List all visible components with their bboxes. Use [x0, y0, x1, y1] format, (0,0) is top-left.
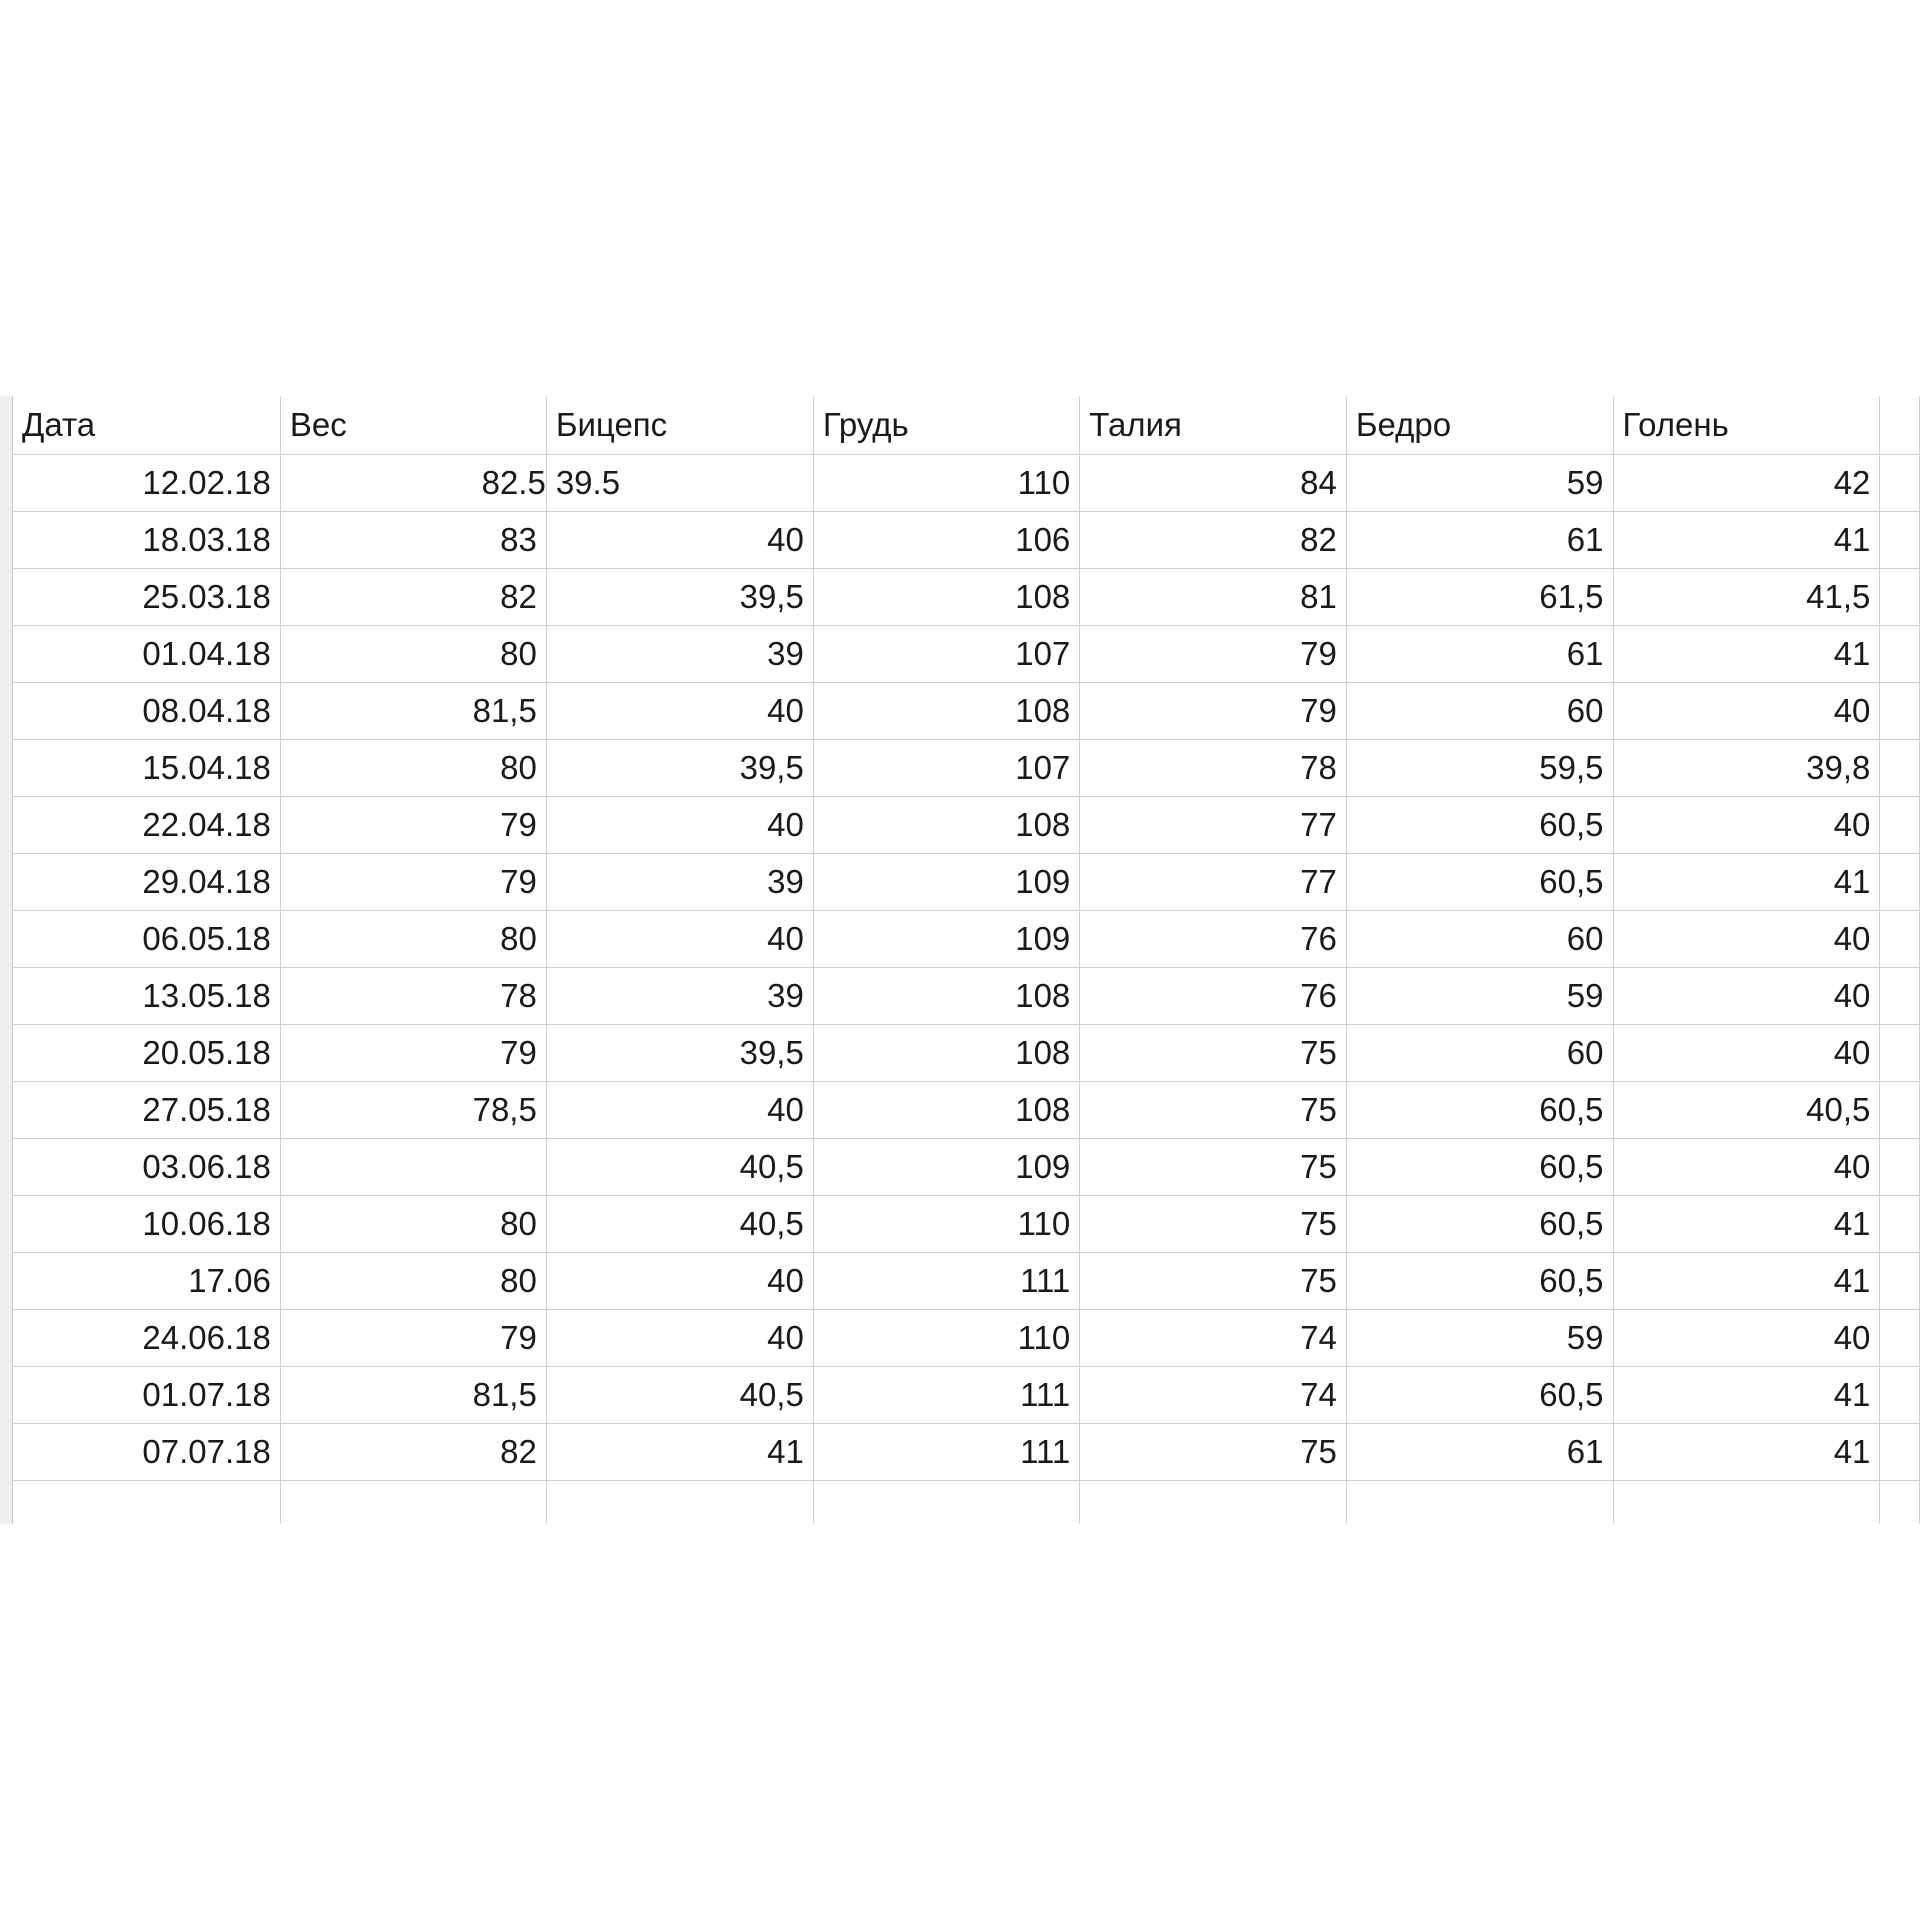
- table-cell[interactable]: 108: [813, 797, 1079, 854]
- table-row: [13, 968, 1920, 1025]
- table-cell[interactable]: 40: [1613, 1310, 1880, 1367]
- table-row: [13, 1139, 1920, 1196]
- table-cell[interactable]: 06.05.18: [13, 911, 280, 968]
- empty-cell[interactable]: [1880, 1082, 1920, 1139]
- table-cell[interactable]: 111: [813, 1253, 1079, 1310]
- table-cell[interactable]: 80: [280, 1253, 546, 1310]
- table-cell[interactable]: 10.06.18: [13, 1196, 280, 1253]
- table-cell[interactable]: 40,5: [1613, 1082, 1880, 1139]
- table-cell[interactable]: 74: [1080, 1310, 1347, 1367]
- table-cell[interactable]: 40: [546, 512, 813, 569]
- table-cell[interactable]: 76: [1080, 968, 1347, 1025]
- table-cell[interactable]: 82: [1080, 512, 1347, 569]
- empty-cell[interactable]: [1880, 911, 1920, 968]
- table-cell[interactable]: 39,5: [546, 740, 813, 797]
- table-cell[interactable]: 74: [1080, 1367, 1347, 1424]
- table-cell[interactable]: 110: [813, 1310, 1079, 1367]
- table-cell[interactable]: 24.06.18: [13, 1310, 280, 1367]
- table-cell[interactable]: 07.07.18: [13, 1424, 280, 1481]
- header-row: [13, 396, 1920, 455]
- table-row: [13, 512, 1920, 569]
- table-cell[interactable]: 17.06: [13, 1253, 280, 1310]
- table-cell[interactable]: 40,5: [546, 1367, 813, 1424]
- table-cell[interactable]: 12.02.18: [13, 455, 280, 512]
- table-cell[interactable]: 18.03.18: [13, 512, 280, 569]
- table-cell[interactable]: 39,8: [1613, 740, 1880, 797]
- table-row: [13, 1196, 1920, 1253]
- table-cell[interactable]: 80: [280, 911, 546, 968]
- empty-cell[interactable]: [1346, 1481, 1613, 1525]
- table-cell[interactable]: 111: [813, 1367, 1079, 1424]
- table-cell[interactable]: 75: [1080, 1253, 1347, 1310]
- table-cell[interactable]: 40: [546, 683, 813, 740]
- table-cell[interactable]: 75: [1080, 1082, 1347, 1139]
- table-cell[interactable]: 78: [1080, 740, 1347, 797]
- table-cell[interactable]: 41: [1613, 512, 1880, 569]
- column-header-cell[interactable]: Бедро: [1346, 396, 1613, 455]
- column-header-cell[interactable]: Вес: [280, 396, 546, 455]
- data-table: [13, 396, 1920, 1524]
- empty-cell[interactable]: [1880, 626, 1920, 683]
- table-row: [13, 1082, 1920, 1139]
- table-cell[interactable]: 108: [813, 1025, 1079, 1082]
- table-cell[interactable]: 41: [1613, 1367, 1880, 1424]
- empty-cell[interactable]: [1880, 1025, 1920, 1082]
- table-cell[interactable]: 60: [1346, 1025, 1613, 1082]
- table-cell[interactable]: 40: [1613, 968, 1880, 1025]
- table-row: [13, 455, 1920, 512]
- empty-cell[interactable]: [1880, 1310, 1920, 1367]
- table-cell[interactable]: 83: [280, 512, 546, 569]
- table-cell[interactable]: 40: [1613, 797, 1880, 854]
- table-cell[interactable]: 01.04.18: [13, 626, 280, 683]
- table-cell[interactable]: 60,5: [1346, 1196, 1613, 1253]
- empty-cell[interactable]: [280, 1481, 546, 1525]
- column-header-cell[interactable]: Бицепс: [546, 396, 813, 455]
- table-row: [13, 740, 1920, 797]
- empty-cell[interactable]: [1880, 1253, 1920, 1310]
- table-cell[interactable]: 39,5: [546, 569, 813, 626]
- table-cell[interactable]: 108: [813, 569, 1079, 626]
- table-cell[interactable]: 79: [280, 1025, 546, 1082]
- table-cell[interactable]: 40: [546, 911, 813, 968]
- table-cell[interactable]: 22.04.18: [13, 797, 280, 854]
- table-cell[interactable]: 27.05.18: [13, 1082, 280, 1139]
- table-cell[interactable]: 76: [1080, 911, 1347, 968]
- table-cell[interactable]: 75: [1080, 1196, 1347, 1253]
- table-cell[interactable]: 75: [1080, 1139, 1347, 1196]
- table-cell[interactable]: 41,5: [1613, 569, 1880, 626]
- table-cell[interactable]: 20.05.18: [13, 1025, 280, 1082]
- table-cell[interactable]: 82: [280, 569, 546, 626]
- empty-cell[interactable]: [1880, 854, 1920, 911]
- table-cell[interactable]: 110: [813, 455, 1079, 512]
- empty-cell[interactable]: [1080, 1481, 1347, 1525]
- empty-cell[interactable]: [546, 1481, 813, 1525]
- table-cell[interactable]: 80: [280, 626, 546, 683]
- table-cell[interactable]: 78,5: [280, 1082, 546, 1139]
- table-cell[interactable]: 40: [1613, 911, 1880, 968]
- table-row: [13, 911, 1920, 968]
- table-cell[interactable]: 60,5: [1346, 1367, 1613, 1424]
- table-row: [13, 569, 1920, 626]
- empty-cell[interactable]: [1880, 1481, 1920, 1525]
- table-cell[interactable]: 40: [546, 1082, 813, 1139]
- table-cell[interactable]: 108: [813, 683, 1079, 740]
- table-cell[interactable]: 77: [1080, 797, 1347, 854]
- row-header-strip[interactable]: [0, 396, 13, 1524]
- table-cell[interactable]: 108: [813, 1082, 1079, 1139]
- table-row: [13, 854, 1920, 911]
- table-cell[interactable]: 78: [280, 968, 546, 1025]
- table-cell[interactable]: 109: [813, 854, 1079, 911]
- table-cell[interactable]: 40: [546, 1310, 813, 1367]
- column-header-cell[interactable]: Талия: [1080, 396, 1347, 455]
- table-row: [13, 797, 1920, 854]
- table-cell[interactable]: 79: [280, 854, 546, 911]
- table-row: [13, 626, 1920, 683]
- empty-cell[interactable]: [1880, 740, 1920, 797]
- table-row: [13, 1253, 1920, 1310]
- table-cell[interactable]: 75: [1080, 1025, 1347, 1082]
- table-cell[interactable]: 03.06.18: [13, 1139, 280, 1196]
- table-cell[interactable]: 40: [546, 797, 813, 854]
- table-row: [13, 683, 1920, 740]
- table-cell[interactable]: 61: [1346, 1424, 1613, 1481]
- table-cell[interactable]: 60,5: [1346, 854, 1613, 911]
- table-cell[interactable]: 60,5: [1346, 797, 1613, 854]
- table-cell[interactable]: 106: [813, 512, 1079, 569]
- table-cell[interactable]: 13.05.18: [13, 968, 280, 1025]
- table-cell[interactable]: 42: [1613, 455, 1880, 512]
- table-cell[interactable]: 41: [1613, 1196, 1880, 1253]
- empty-cell[interactable]: [1880, 1196, 1920, 1253]
- empty-cell[interactable]: [1880, 1424, 1920, 1481]
- empty-cell[interactable]: [1880, 797, 1920, 854]
- table-cell[interactable]: 40,5: [546, 1196, 813, 1253]
- column-header-cell[interactable]: Дата: [13, 396, 280, 455]
- table-cell[interactable]: 41: [546, 1424, 813, 1481]
- table-cell[interactable]: 59: [1346, 455, 1613, 512]
- empty-cell[interactable]: [1880, 455, 1920, 512]
- table-cell[interactable]: 61: [1346, 512, 1613, 569]
- table-cell[interactable]: 61,5: [1346, 569, 1613, 626]
- table-cell[interactable]: 25.03.18: [13, 569, 280, 626]
- empty-cell[interactable]: [13, 1481, 280, 1525]
- table-cell[interactable]: 80: [280, 1196, 546, 1253]
- table-cell[interactable]: 61: [1346, 626, 1613, 683]
- empty-cell[interactable]: [1880, 1367, 1920, 1424]
- empty-cell[interactable]: [813, 1481, 1079, 1525]
- table-cell[interactable]: 79: [1080, 683, 1347, 740]
- table-row: [13, 1025, 1920, 1082]
- table-cell[interactable]: 81: [1080, 569, 1347, 626]
- empty-cell[interactable]: [1880, 968, 1920, 1025]
- table-cell[interactable]: 79: [280, 1310, 546, 1367]
- table-row: [13, 1367, 1920, 1424]
- table-cell[interactable]: 01.07.18: [13, 1367, 280, 1424]
- table-cell[interactable]: 40: [1613, 683, 1880, 740]
- table-cell[interactable]: 39: [546, 626, 813, 683]
- empty-cell[interactable]: [1880, 512, 1920, 569]
- empty-row: [13, 1481, 1920, 1525]
- spreadsheet-grid: [0, 396, 1920, 1524]
- table-cell[interactable]: 75: [1080, 1424, 1347, 1481]
- table-cell[interactable]: 60: [1346, 683, 1613, 740]
- table-row: [13, 1424, 1920, 1481]
- table-cell[interactable]: 15.04.18: [13, 740, 280, 797]
- table-cell[interactable]: 29.04.18: [13, 854, 280, 911]
- table-cell[interactable]: 40: [1613, 1025, 1880, 1082]
- table-cell[interactable]: 59: [1346, 1310, 1613, 1367]
- table-cell[interactable]: 41: [1613, 1424, 1880, 1481]
- table-cell[interactable]: 77: [1080, 854, 1347, 911]
- table-cell[interactable]: 79: [280, 797, 546, 854]
- table-cell[interactable]: 80: [280, 740, 546, 797]
- table-cell[interactable]: 59,5: [1346, 740, 1613, 797]
- table-cell[interactable]: 109: [813, 1139, 1079, 1196]
- table-cell[interactable]: 81,5: [280, 683, 546, 740]
- table-cell[interactable]: 39: [546, 854, 813, 911]
- table-cell[interactable]: 40: [1613, 1139, 1880, 1196]
- table-cell[interactable]: 84: [1080, 455, 1347, 512]
- table-cell[interactable]: 82.5: [280, 455, 546, 512]
- table-cell[interactable]: 39.5: [546, 455, 813, 512]
- table-cell[interactable]: 107: [813, 740, 1079, 797]
- empty-cell[interactable]: [1880, 1139, 1920, 1196]
- table-cell[interactable]: 40: [546, 1253, 813, 1310]
- table-cell[interactable]: 81,5: [280, 1367, 546, 1424]
- table-cell[interactable]: 82: [280, 1424, 546, 1481]
- table-cell[interactable]: 111: [813, 1424, 1079, 1481]
- empty-cell[interactable]: [1880, 683, 1920, 740]
- empty-cell[interactable]: [1880, 569, 1920, 626]
- table-cell[interactable]: 79: [1080, 626, 1347, 683]
- table-cell[interactable]: 08.04.18: [13, 683, 280, 740]
- column-header-cell[interactable]: Голень: [1613, 396, 1880, 455]
- table-cell[interactable]: 110: [813, 1196, 1079, 1253]
- table-cell[interactable]: 39,5: [546, 1025, 813, 1082]
- table-cell[interactable]: 109: [813, 911, 1079, 968]
- column-header-cell[interactable]: Грудь: [813, 396, 1079, 455]
- table-cell[interactable]: 39: [546, 968, 813, 1025]
- table-cell[interactable]: 40,5: [546, 1139, 813, 1196]
- table-cell[interactable]: 108: [813, 968, 1079, 1025]
- empty-cell[interactable]: [1613, 1481, 1880, 1525]
- table-cell[interactable]: 41: [1613, 626, 1880, 683]
- empty-cell[interactable]: [1880, 396, 1920, 455]
- table-cell[interactable]: 59: [1346, 968, 1613, 1025]
- table-cell[interactable]: 60: [1346, 911, 1613, 968]
- table-cell[interactable]: [280, 1139, 546, 1196]
- table-cell[interactable]: 41: [1613, 1253, 1880, 1310]
- table-row: [13, 1310, 1920, 1367]
- table-cell[interactable]: 60,5: [1346, 1253, 1613, 1310]
- table-cell[interactable]: 107: [813, 626, 1079, 683]
- table-cell[interactable]: 60,5: [1346, 1139, 1613, 1196]
- table-cell[interactable]: 60,5: [1346, 1082, 1613, 1139]
- table-cell[interactable]: 41: [1613, 854, 1880, 911]
